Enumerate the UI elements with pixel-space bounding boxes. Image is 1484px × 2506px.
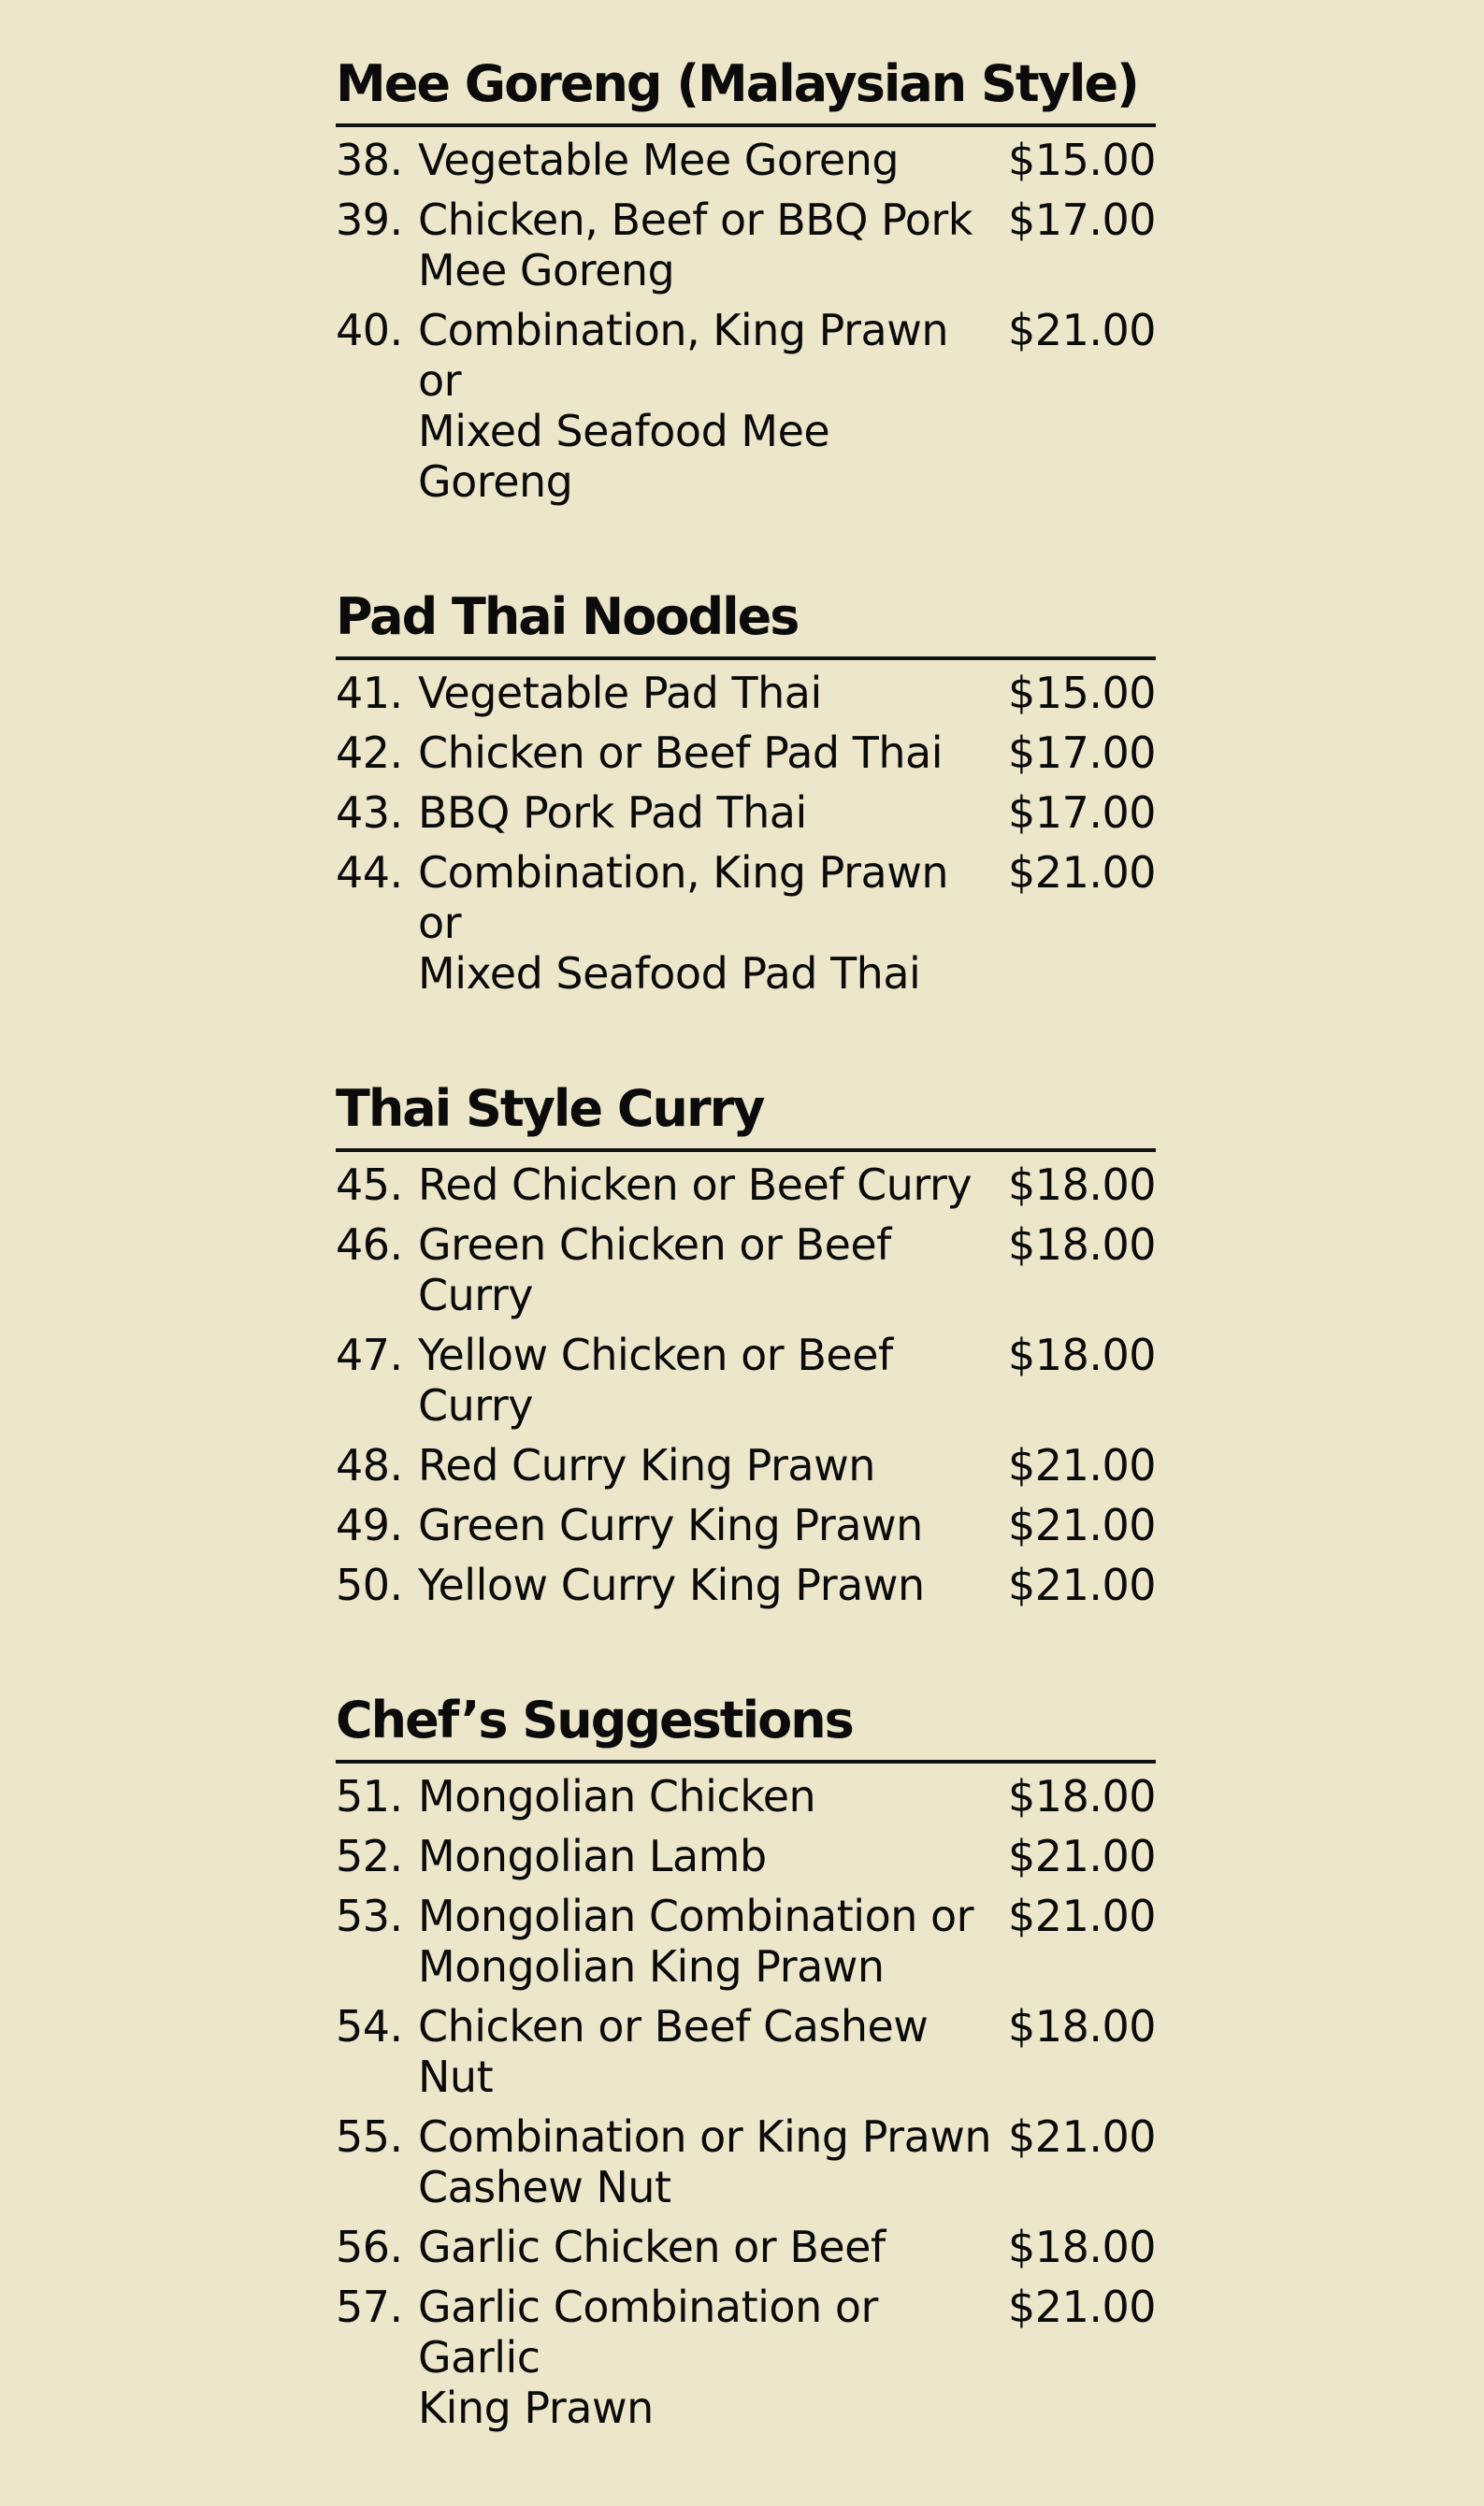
item-number: 53.	[336, 1891, 403, 1941]
menu-item	[336, 1891, 1156, 1992]
section-title: Pad Thai Noodles	[336, 580, 1156, 660]
item-price: $21.00	[1008, 1440, 1156, 1491]
menu-item	[336, 1159, 1156, 1210]
menu-item	[336, 727, 1156, 778]
item-name: Vegetable Mee Goreng	[418, 135, 900, 185]
menu-item	[336, 1831, 1156, 1881]
item-price: $17.00	[1008, 787, 1156, 838]
item-price: $21.00	[1008, 1560, 1156, 1610]
item-price: $21.00	[1008, 305, 1156, 355]
menu-item	[336, 787, 1156, 838]
menu-item	[336, 668, 1156, 718]
menu-item	[336, 194, 1156, 295]
item-number: 51.	[336, 1771, 403, 1822]
section-title: Thai Style Curry	[336, 1072, 1156, 1152]
item-name: Garlic Chicken or Beef	[418, 2222, 886, 2272]
item-number: 52.	[336, 1831, 403, 1881]
item-price: $21.00	[1008, 847, 1156, 898]
menu-item-list	[336, 1159, 1156, 1610]
item-number: 38.	[336, 135, 403, 185]
item-price: $18.00	[1008, 2001, 1156, 2052]
item-name: Red Chicken or Beef Curry	[418, 1159, 973, 1210]
item-price: $21.00	[1008, 1500, 1156, 1550]
menu-item	[336, 135, 1156, 185]
item-number: 49.	[336, 1500, 403, 1550]
section-title: Chef’s Suggestions	[336, 1683, 1156, 1764]
section-mee-goreng	[336, 47, 1156, 507]
item-number: 43.	[336, 787, 403, 838]
item-name: Garlic Combination or Garlic King Prawn	[418, 2282, 878, 2433]
item-number: 39.	[336, 194, 403, 245]
item-price: $17.00	[1008, 194, 1156, 245]
item-price: $18.00	[1008, 1219, 1156, 1270]
item-name: Mongolian Combination or Mongolian King Prawn	[418, 1891, 974, 1992]
item-number: 45.	[336, 1159, 403, 1210]
item-name: Mongolian Chicken	[418, 1771, 816, 1822]
item-price: $18.00	[1008, 1330, 1156, 1380]
item-name: BBQ Pork Pad Thai	[418, 787, 807, 838]
menu-item	[336, 1440, 1156, 1491]
menu-item	[336, 2111, 1156, 2212]
item-number: 48.	[336, 1440, 403, 1491]
item-price: $21.00	[1008, 1831, 1156, 1881]
item-name: Combination, King Prawn or Mixed Seafood Pad Thai	[418, 847, 948, 999]
item-number: 56.	[336, 2222, 403, 2272]
item-number: 44.	[336, 847, 403, 898]
item-price: $21.00	[1008, 2111, 1156, 2162]
menu-item	[336, 2222, 1156, 2272]
item-name: Red Curry King Prawn	[418, 1440, 875, 1491]
menu-page	[336, 47, 1156, 2506]
item-name: Combination or King Prawn Cashew Nut	[418, 2111, 992, 2212]
menu-item	[336, 1771, 1156, 1822]
item-number: 54.	[336, 2001, 403, 2052]
item-name: Yellow Chicken or Beef Curry	[418, 1330, 893, 1431]
section-thai-curry	[336, 1072, 1156, 1610]
menu-item-list	[336, 1771, 1156, 2433]
item-name: Chicken or Beef Cashew Nut	[418, 2001, 929, 2102]
menu-item	[336, 1500, 1156, 1550]
section-chefs-suggestions	[336, 1683, 1156, 2433]
menu-item	[336, 305, 1156, 507]
item-name: Yellow Curry King Prawn	[418, 1560, 925, 1610]
item-price: $17.00	[1008, 727, 1156, 778]
menu-item	[336, 1560, 1156, 1610]
menu-item	[336, 1330, 1156, 1431]
item-price: $21.00	[1008, 2282, 1156, 2332]
item-name: Chicken, Beef or BBQ Pork Mee Goreng	[418, 194, 973, 295]
menu-item-list	[336, 135, 1156, 507]
menu-item-list	[336, 668, 1156, 999]
item-price: $18.00	[1008, 2222, 1156, 2272]
item-name: Mongolian Lamb	[418, 1831, 767, 1881]
menu-item	[336, 847, 1156, 999]
item-number: 50.	[336, 1560, 403, 1610]
item-price: $18.00	[1008, 1159, 1156, 1210]
item-price: $15.00	[1008, 668, 1156, 718]
item-number: 46.	[336, 1219, 403, 1270]
menu-item	[336, 1219, 1156, 1320]
item-number: 47.	[336, 1330, 403, 1380]
section-pad-thai	[336, 580, 1156, 999]
item-name: Combination, King Prawn or Mixed Seafood Mee Goreng	[418, 305, 948, 507]
item-price: $15.00	[1008, 135, 1156, 185]
item-number: 57.	[336, 2282, 403, 2332]
section-title: Mee Goreng (Malaysian Style)	[336, 47, 1156, 127]
item-number: 55.	[336, 2111, 403, 2162]
item-number: 41.	[336, 668, 403, 718]
item-name: Green Chicken or Beef Curry	[418, 1219, 891, 1320]
item-price: $18.00	[1008, 1771, 1156, 1822]
item-price: $21.00	[1008, 1891, 1156, 1941]
item-name: Chicken or Beef Pad Thai	[418, 727, 943, 778]
menu-item	[336, 2282, 1156, 2433]
menu-item	[336, 2001, 1156, 2102]
item-number: 40.	[336, 305, 403, 355]
item-name: Vegetable Pad Thai	[418, 668, 822, 718]
item-number: 42.	[336, 727, 403, 778]
item-name: Green Curry King Prawn	[418, 1500, 923, 1550]
